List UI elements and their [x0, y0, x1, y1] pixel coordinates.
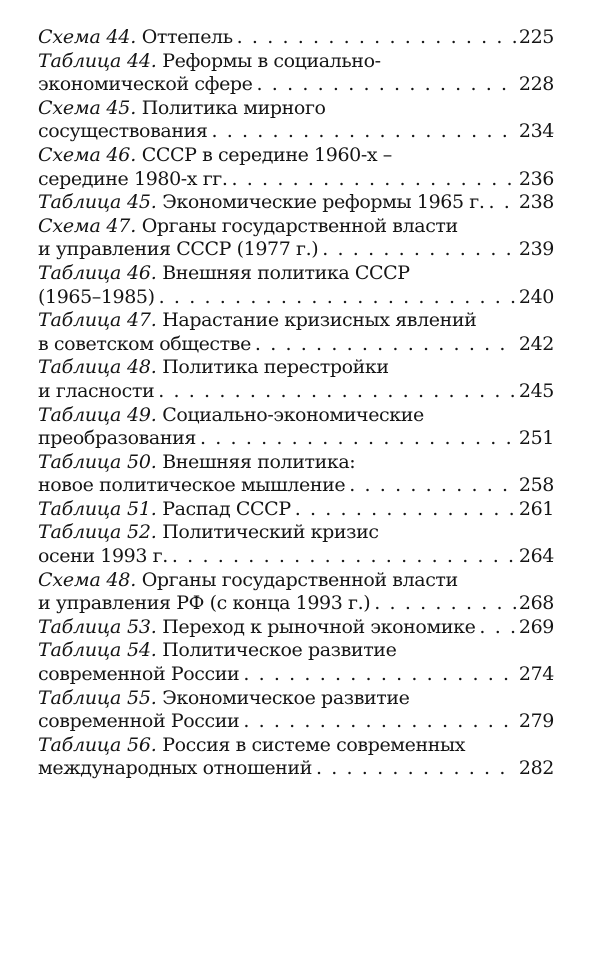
- toc-entry-title: Органы государственной власти: [141, 214, 458, 237]
- toc-entry-line: [38, 734, 554, 758]
- toc-entry-line: [38, 144, 554, 168]
- toc-page-number: 268: [518, 592, 554, 615]
- toc-entry-line: [38, 262, 554, 286]
- toc-page-number: 251: [518, 427, 554, 450]
- toc-page-number: 279: [518, 710, 554, 733]
- toc-entry-label: Таблица 53: [38, 615, 151, 638]
- toc-entry-label: Схема 46: [38, 143, 131, 166]
- toc-entry: [38, 616, 554, 640]
- label-period: .: [150, 615, 157, 638]
- toc-entry-label: Таблица 55: [38, 686, 151, 709]
- toc-entry-title: Экономическое развитие: [162, 686, 410, 709]
- toc-entry: [38, 97, 554, 144]
- label-period: .: [150, 49, 157, 72]
- toc-entry: [38, 404, 554, 451]
- toc-entry: [38, 26, 554, 50]
- toc-entry-title: Россия в системе современных: [162, 733, 466, 756]
- toc-entry-label: Схема 47: [38, 214, 131, 237]
- toc-entry-title: Органы государственной власти: [141, 568, 458, 591]
- toc-entry-line: [38, 168, 554, 192]
- toc-entry-title: Политический кризис: [162, 521, 379, 544]
- label-period: .: [130, 568, 137, 591]
- toc-page-number: 264: [518, 545, 554, 568]
- toc-entry-title: экономической сфере: [38, 73, 253, 96]
- toc-entry-title: Переход к рыночной экономике: [162, 615, 476, 638]
- toc-entry-line: [38, 286, 554, 310]
- toc-entry-title: и управления СССР (1977 г.): [38, 238, 319, 261]
- toc-entry-title: современной России: [38, 710, 240, 733]
- dot-leader: [322, 238, 516, 262]
- toc-entry-title: Экономические реформы 1965 г.: [162, 191, 485, 214]
- toc-entry-title: Распад СССР: [162, 497, 291, 520]
- dot-leader: [211, 120, 515, 144]
- dot-leader: [243, 663, 516, 687]
- toc-entry-label: Таблица 56: [38, 733, 151, 756]
- toc-entry-title: середине 1980-х гг.: [38, 167, 228, 190]
- toc-entry-title: новое политическое мышление: [38, 474, 346, 497]
- toc-entry-line: [38, 380, 554, 404]
- toc-entry-title: Оттепель: [141, 26, 233, 48]
- label-period: .: [150, 450, 157, 473]
- dot-leader: [158, 380, 516, 404]
- toc-entry-title: Реформы в социально-: [162, 49, 381, 72]
- toc-entry-line: [38, 639, 554, 663]
- label-period: .: [150, 403, 157, 426]
- toc-page-number: 240: [518, 285, 554, 308]
- dot-leader: [374, 592, 516, 616]
- toc-entry-title: и управления РФ (с конца 1993 г.): [38, 592, 371, 615]
- toc-entry: [38, 451, 554, 498]
- dot-leader: [257, 73, 516, 97]
- dot-leader: [243, 710, 516, 734]
- toc-entry-label: Схема 45: [38, 96, 131, 119]
- label-period: .: [130, 214, 137, 237]
- toc-entry-line: [38, 356, 554, 380]
- toc-entry-label: Таблица 45: [38, 191, 151, 214]
- toc-entry: [38, 191, 554, 215]
- toc-entry-title: сосуществования: [38, 120, 208, 143]
- toc-page-number: 274: [518, 663, 554, 686]
- toc-entry-line: [38, 474, 554, 498]
- toc-entry: [38, 569, 554, 616]
- toc-entry-label: Схема 44: [38, 26, 131, 48]
- toc-entry-line: [38, 592, 554, 616]
- toc-entry-line: [38, 687, 554, 711]
- label-period: .: [130, 96, 137, 119]
- toc-page-number: 239: [518, 238, 554, 261]
- toc-entry-title: Нарастание кризисных явлений: [162, 309, 477, 332]
- toc-entry-line: [38, 569, 554, 593]
- toc-entry-line: [38, 333, 554, 357]
- dot-leader: [479, 616, 516, 640]
- label-period: .: [150, 191, 157, 214]
- table-of-contents: [38, 26, 554, 781]
- toc-entry-title: Политическое развитие: [162, 639, 397, 662]
- dot-leader: [255, 333, 516, 357]
- toc-entry: [38, 144, 554, 191]
- toc-entry-line: [38, 710, 554, 734]
- toc-page-number: 261: [518, 497, 554, 520]
- toc-entry-label: Таблица 48: [38, 356, 151, 379]
- label-period: .: [150, 521, 157, 544]
- dot-leader: [349, 474, 516, 498]
- dot-leader: [172, 545, 516, 569]
- toc-entry: [38, 50, 554, 97]
- toc-entry-line: [38, 238, 554, 262]
- toc-entry-label: Таблица 54: [38, 639, 151, 662]
- dot-leader: [231, 168, 515, 192]
- toc-entry-line: [38, 757, 554, 781]
- toc-entry: [38, 498, 554, 522]
- label-period: .: [150, 497, 157, 520]
- toc-entry-title: Политика мирного: [141, 96, 326, 119]
- toc-entry-line: [38, 26, 554, 50]
- toc-entry-line: [38, 191, 554, 215]
- toc-entry-label: Таблица 46: [38, 261, 151, 284]
- dot-leader: [159, 286, 516, 310]
- dot-leader: [316, 757, 516, 781]
- dot-leader: [489, 191, 516, 215]
- toc-page-number: 245: [518, 379, 554, 402]
- label-period: .: [150, 639, 157, 662]
- toc-page-number: 238: [518, 191, 554, 214]
- toc-entry-label: Таблица 49: [38, 403, 151, 426]
- toc-page-number: 269: [518, 615, 554, 638]
- toc-entry-line: [38, 427, 554, 451]
- dot-leader: [237, 26, 516, 50]
- toc-entry-title: Политика перестройки: [162, 356, 389, 379]
- toc-entry-title: Социально-экономические: [162, 403, 424, 426]
- toc-entry-title: осени 1993 г.: [38, 545, 168, 568]
- toc-entry-label: Таблица 44: [38, 49, 151, 72]
- label-period: .: [150, 733, 157, 756]
- toc-entry-line: [38, 521, 554, 545]
- toc-entry-line: [38, 50, 554, 74]
- toc-entry-title: (1965–1985): [38, 285, 155, 308]
- toc-entry: [38, 356, 554, 403]
- toc-entry-label: Таблица 47: [38, 309, 151, 332]
- toc-entry-title: международных отношений: [38, 757, 312, 780]
- label-period: .: [150, 309, 157, 332]
- toc-entry-line: [38, 404, 554, 428]
- label-period: .: [150, 686, 157, 709]
- label-period: .: [150, 356, 157, 379]
- toc-entry-label: Схема 48: [38, 568, 131, 591]
- toc-entry: [38, 521, 554, 568]
- label-period: .: [130, 143, 137, 166]
- dot-leader: [295, 498, 516, 522]
- toc-entry-title: преобразования: [38, 427, 196, 450]
- toc-page-number: 236: [518, 167, 554, 190]
- toc-entry: [38, 215, 554, 262]
- toc-entry-line: [38, 663, 554, 687]
- toc-entry-title: и гласности: [38, 379, 155, 402]
- toc-entry-label: Таблица 52: [38, 521, 151, 544]
- toc-entry-line: [38, 545, 554, 569]
- toc-page-number: 282: [518, 757, 554, 780]
- toc-entry-title: Внешняя политика СССР: [162, 261, 410, 284]
- dot-leader: [200, 427, 516, 451]
- toc-entry: [38, 734, 554, 781]
- toc-entry-label: Таблица 50: [38, 450, 151, 473]
- toc-page-number: 225: [518, 26, 554, 48]
- toc-entry: [38, 687, 554, 734]
- toc-entry-title: современной России: [38, 663, 240, 686]
- toc-entry-line: [38, 120, 554, 144]
- toc-entry-label: Таблица 51: [38, 497, 151, 520]
- toc-entry-line: [38, 309, 554, 333]
- toc-page-number: 234: [518, 120, 554, 143]
- toc-entry-line: [38, 616, 554, 640]
- toc-page-number: 258: [518, 474, 554, 497]
- toc-entry-title: Внешняя политика:: [162, 450, 356, 473]
- toc-entry: [38, 639, 554, 686]
- toc-entry-title: в советском обществе: [38, 332, 251, 355]
- toc-entry-line: [38, 498, 554, 522]
- toc-entry-line: [38, 451, 554, 475]
- toc-entry-line: [38, 73, 554, 97]
- toc-entry: [38, 262, 554, 309]
- toc-page-number: 228: [518, 73, 554, 96]
- toc-entry-line: [38, 215, 554, 239]
- label-period: .: [130, 26, 137, 48]
- toc-page-number: 242: [518, 332, 554, 355]
- toc-entry-title: СССР в середине 1960-х –: [141, 143, 392, 166]
- toc-entry-line: [38, 97, 554, 121]
- label-period: .: [150, 261, 157, 284]
- toc-entry: [38, 309, 554, 356]
